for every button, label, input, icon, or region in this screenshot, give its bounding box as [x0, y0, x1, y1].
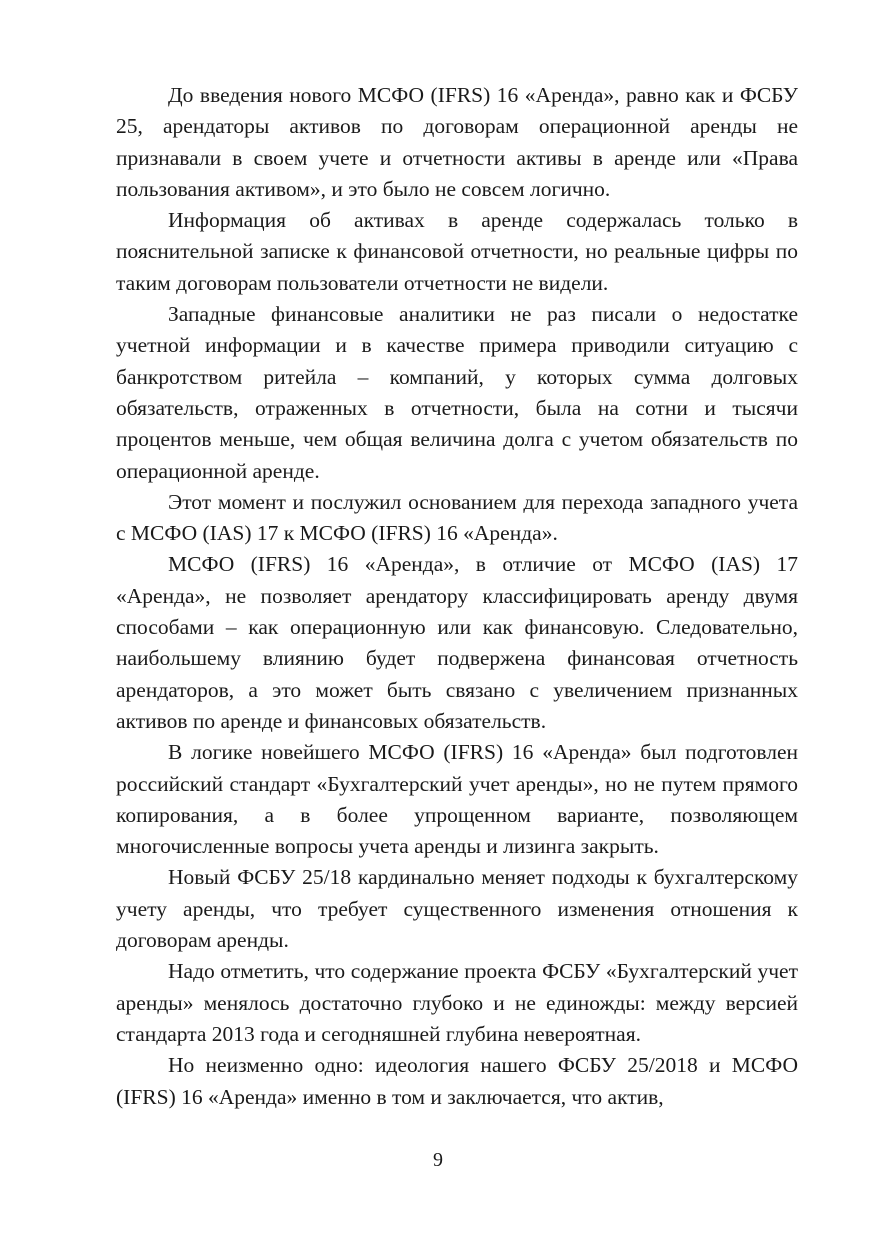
paragraph: МСФО (IFRS) 16 «Аренда», в отличие от МСФО (IAS) 17 «Аренда», не позволяет арендатору классифицировать аренду двумя способами – как операционную или как финансовую. Следовательно, наибольшему влиянию будет подвержена финансовая отчетность арендаторов, а это может быть связано с увеличением признанных активов по аренде и финансовых обязательств. [116, 552, 798, 733]
paragraph: До введения нового МСФО (IFRS) 16 «Аренда», равно как и ФСБУ 25, арендаторы активов по договорам операционной аренды не признавали в своем учете и отчетности активы в аренде или «Права пользования активом», и это было не совсем логично. [116, 83, 798, 201]
paragraph: Но неизменно одно: идеология нашего ФСБУ 25/2018 и МСФО (IFRS) 16 «Аренда» именно в том и заключается, что актив, [116, 1053, 798, 1109]
paragraph: Западные финансовые аналитики не раз писали о недостатке учетной информации и в качестве примера приводили ситуацию с банкротством ритейла – компаний, у которых сумма долговых обязательств, отраженных в отчетности, была на сотни и тысячи процентов меньше, чем общая величина долга с учетом обязательств по операционной аренде. [116, 302, 798, 483]
paragraph: В логике новейшего МСФО (IFRS) 16 «Аренда» был подготовлен российский стандарт «Бухгалтерский учет аренды», но не путем прямого копирования, а в более упрощенном варианте, позволяющем многочисленные вопросы учета аренды и лизинга закрыть. [116, 740, 798, 859]
page-number: 9 [433, 1149, 443, 1171]
paragraph: Этот момент и послужил основанием для перехода западного учета с МСФО (IAS) 17 к МСФО (IFRS) 16 «Аренда». [116, 489, 798, 546]
paragraph: Надо отметить, что содержание проекта ФСБУ «Бухгалтерский учет аренды» менялось достаточно глубоко и не единожды: между версией стандарта 2013 года и сегодняшней глубина невероятная. [116, 959, 798, 1046]
paragraph: Новый ФСБУ 25/18 кардинально меняет подходы к бухгалтерскому учету аренды, что требует существенного изменения отношения к договорам аренды. [116, 865, 798, 953]
page-body [116, 80, 798, 1113]
paragraph: Информация об активах в аренде содержалась только в пояснительной записке к финансовой отчетности, но реальные цифры по таким договорам пользователи отчетности не видели. [116, 208, 798, 295]
